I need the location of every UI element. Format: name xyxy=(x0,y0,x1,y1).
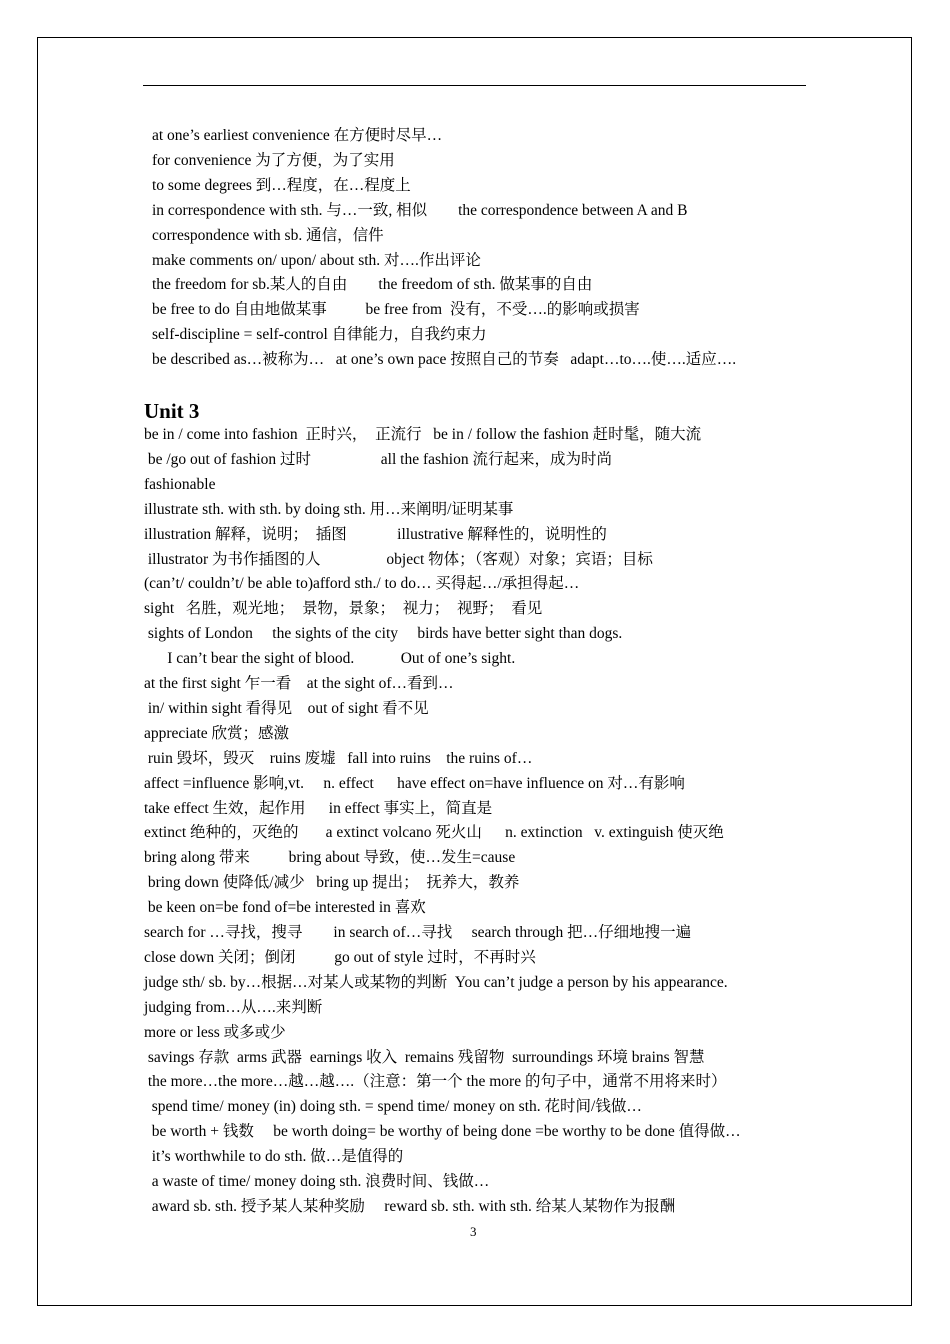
vocab-line: at the first sight 乍一看 at the sight of…看到… xyxy=(144,675,454,692)
vocab-line: a waste of time/ money doing sth. 浪费时间、钱做… xyxy=(144,1173,490,1190)
vocab-line: in correspondence with sth. 与…一致, 相似 the correspondence between A and B xyxy=(152,201,688,219)
vocab-line: illustration 解释，说明； 插图 illustrative 解释性的，说明性的 xyxy=(144,525,607,543)
vocab-line: ruin 毁坏，毁灭 ruins 废墟 fall into ruins the ruins of… xyxy=(144,749,533,767)
vocab-line: award sb. sth. 授予某人某种奖励 reward sb. sth. with sth. 给某人某物作为报酬 xyxy=(144,1197,676,1215)
vocab-line: bring along 带来 bring about 导致，使…发生=cause xyxy=(144,849,516,867)
vocab-line: at one’s earliest convenience 在方便时尽早… xyxy=(152,127,443,144)
vocab-line: be free to do 自由地做某事 be free from 没有，不受….的影响或损害 xyxy=(152,301,640,319)
page-number: 3 xyxy=(470,1224,477,1239)
vocab-line: the more…the more…越…越….（注意：第一个 the more 的句子中，通常不用将来时） xyxy=(144,1073,727,1091)
vocab-line: be in / come into fashion 正时兴， 正流行 be in / follow the fashion 赶时髦，随大流 xyxy=(144,426,702,443)
vocab-line: correspondence with sb. 通信，信件 xyxy=(152,226,384,244)
vocab-line: extinct 绝种的，灭绝的 a extinct volcano 死火山 n. extinction v. extinguish 使灭绝 xyxy=(144,824,724,842)
vocab-line: I can’t bear the sight of blood. Out of one’s sight. xyxy=(144,650,516,668)
vocab-line: more or less 或多或少 xyxy=(144,1023,286,1041)
vocab-line: fashionable xyxy=(144,475,216,493)
vocab-line: be keen on=be fond of=be interested in 喜欢 xyxy=(144,899,426,917)
vocab-line: be worth + 钱数 be worth doing= be worthy of being done =be worthy to be done 值得做… xyxy=(144,1123,741,1141)
vocab-line: illustrate sth. with sth. by doing sth. 用…来阐明/证明某事 xyxy=(144,500,514,518)
vocab-line: to some degrees 到…程度，在…程度上 xyxy=(152,176,411,194)
vocab-line: appreciate 欣赏；感激 xyxy=(144,724,290,742)
vocab-line: it’s worthwhile to do sth. 做…是值得的 xyxy=(144,1148,404,1166)
vocab-line: bring down 使降低/减少 bring up 提出； 抚养大，教养 xyxy=(144,874,520,892)
vocab-line: for convenience 为了方便，为了实用 xyxy=(152,151,395,169)
vocab-line: sights of London the sights of the city birds have better sight than dogs. xyxy=(144,625,623,643)
vocab-line: the freedom for sb.某人的自由 the freedom of sth. 做某事的自由 xyxy=(152,276,593,294)
vocab-line: savings 存款 arms 武器 earnings 收入 remains 残留物 surroundings 环境 brains 智慧 xyxy=(144,1048,705,1066)
vocab-line: sight 名胜，观光地； 景物，景象； 视力； 视野； 看见 xyxy=(144,600,543,618)
vocab-line: spend time/ money (in) doing sth. = spend time/ money on sth. 花时间/钱做… xyxy=(144,1098,642,1116)
vocab-line: in/ within sight 看得见 out of sight 看不见 xyxy=(144,699,429,717)
vocab-line: take effect 生效，起作用 in effect 事实上，简直是 xyxy=(144,799,493,817)
vocab-line: judging from…从….来判断 xyxy=(144,998,323,1016)
vocab-line: search for …寻找，搜寻 in search of…寻找 search through 把…仔细地搜一遍 xyxy=(144,924,692,941)
vocab-line: be /go out of fashion 过时 all the fashion 流行起来，成为时尚 xyxy=(144,450,612,468)
vocab-line: close down 关闭；倒闭 go out of style 过时，不再时兴 xyxy=(144,948,536,966)
vocab-line: illustrator 为书作插图的人 object 物体；（客观）对象；宾语；目标 xyxy=(144,550,653,568)
vocab-line: affect =influence 影响,vt. n. effect have effect on=have influence on 对…有影响 xyxy=(144,774,685,792)
header-rule xyxy=(143,85,806,86)
vocab-line: (can’t/ couldn’t/ be able to)afford sth./ to do… 买得起…/承担得起… xyxy=(144,575,580,593)
vocab-line: be described as…被称为… at one’s own pace 按照自己的节奏 adapt…to….使….适应…. xyxy=(152,351,737,369)
unit-heading: Unit 3 xyxy=(144,399,200,423)
vocab-line: judge sth/ sb. by…根据…对某人或某物的判断 You can’t judge a person by his appearance. xyxy=(144,973,728,991)
vocab-line: make comments on/ upon/ about sth. 对….作出评论 xyxy=(152,251,481,269)
vocab-line: self-discipline = self-control 自律能力，自我约束力 xyxy=(152,326,487,344)
